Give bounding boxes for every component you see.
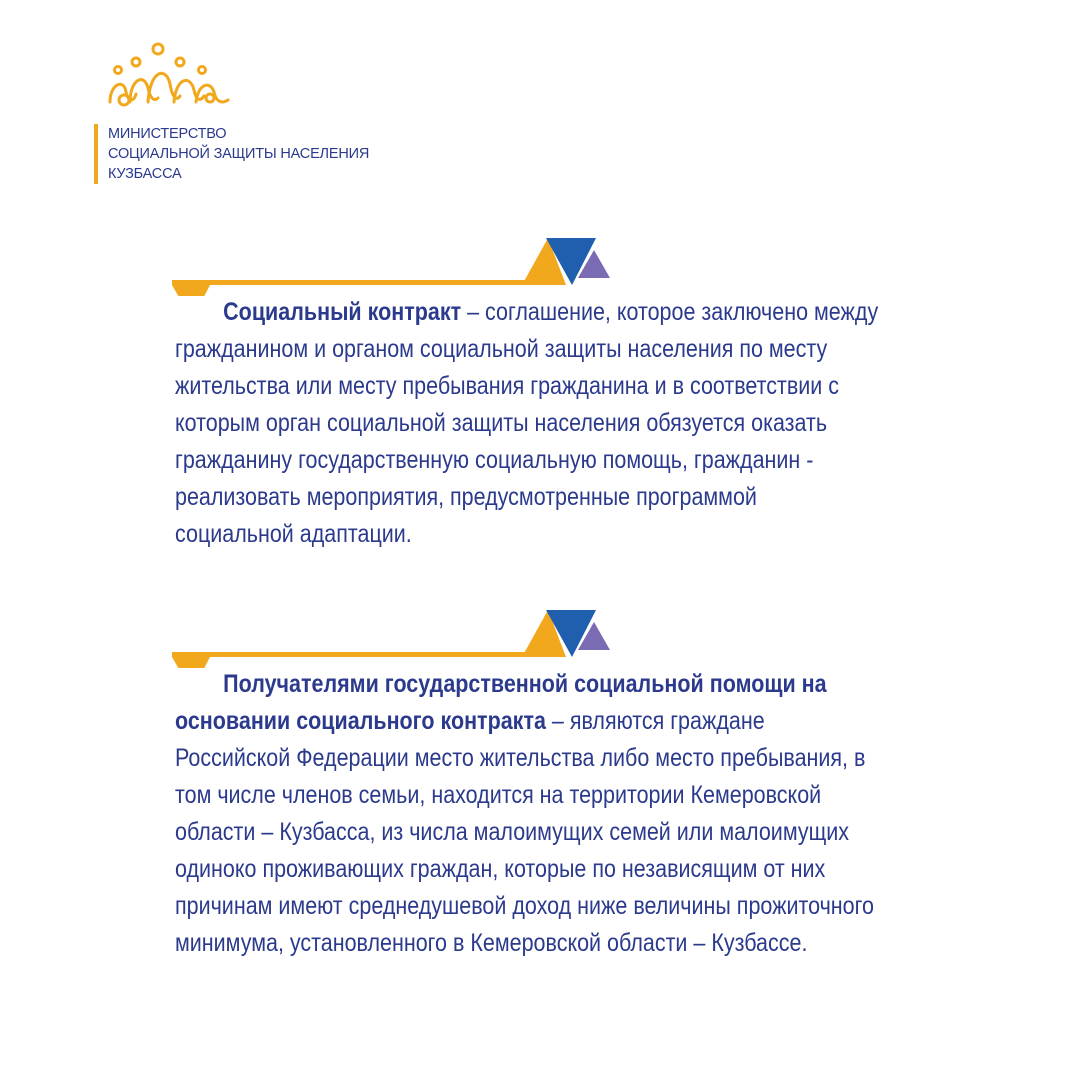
section-paragraph bbox=[175, 294, 880, 553]
section-paragraph bbox=[175, 666, 880, 962]
section-term: Получателями государственной социальной помощи на основании социального контракта bbox=[175, 670, 827, 735]
section-recipients bbox=[175, 666, 880, 962]
ministry-name bbox=[94, 124, 369, 184]
section-divider-icon bbox=[172, 608, 612, 668]
ministry-name-line: КУЗБАССА bbox=[108, 166, 182, 182]
ministry-logo-icon bbox=[104, 40, 234, 115]
ministry-name-line: МИНИСТЕРСТВО bbox=[108, 126, 227, 142]
ministry-name-line: СОЦИАЛЬНОЙ ЗАЩИТЫ НАСЕЛЕНИЯ bbox=[108, 146, 370, 162]
section-definition: – соглашение, которое заключено между гражданином и органом социальной защиты населения по месту жительства или месту пребывания гражданина и в соответствии с которым орган социальной защиты населения обязуется оказать гражданину государственную социальную помощь, гражданин - реализовать мероприятия, предусмотренные программой социальной адаптации. bbox=[175, 298, 879, 548]
section-social-contract bbox=[175, 294, 880, 553]
section-term: Социальный контракт bbox=[223, 298, 462, 326]
section-definition: – являются граждане Российской Федерации место жительства либо место пребывания, в том числе членов семьи, находится на территории Кемеровской области – Кузбасса, из числа малоимущих семей или малоимущих одиноко проживающих граждан, которые по независящим от них причинам имеют среднедушевой доход ниже величины прожиточного минимума, установленного в Кемеровской области – Кузбассе. bbox=[175, 707, 874, 957]
section-divider-icon bbox=[172, 236, 612, 296]
